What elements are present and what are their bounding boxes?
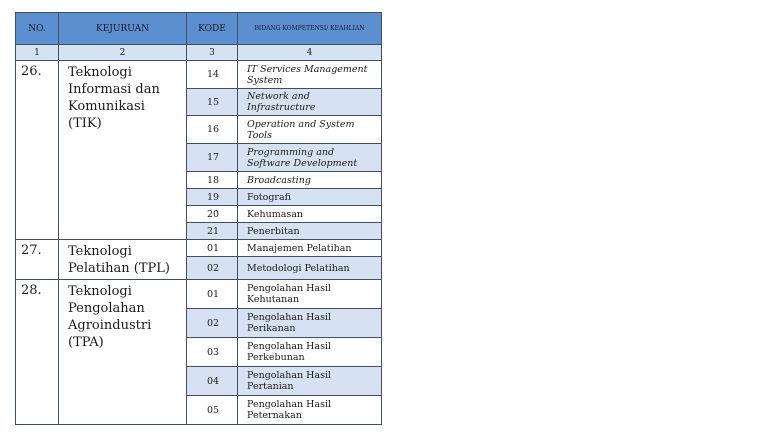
kode-cell: 18	[187, 172, 238, 189]
kode-cell: 02	[187, 309, 238, 338]
bidang-cell: Fotografi	[238, 189, 382, 206]
column-number-1: 1	[16, 45, 59, 61]
bidang-cell: Kehumasan	[238, 206, 382, 223]
header-no: NO.	[16, 13, 59, 45]
kode-cell: 05	[187, 396, 238, 425]
row-number: 28.	[16, 280, 59, 425]
kode-cell: 04	[187, 367, 238, 396]
kode-cell: 17	[187, 144, 238, 172]
kejuruan-table	[15, 12, 382, 425]
table-row	[16, 280, 382, 309]
column-number-row	[16, 45, 382, 61]
table-body	[16, 61, 382, 425]
row-number: 27.	[16, 240, 59, 280]
bidang-cell: Manajemen Pelatihan	[238, 240, 382, 257]
kejuruan-name: Teknologi Pengolahan Agroindustri (TPA)	[59, 280, 187, 425]
bidang-cell: IT Services Management System	[238, 61, 382, 89]
bidang-cell: Metodologi Pelatihan	[238, 257, 382, 280]
kode-cell: 01	[187, 280, 238, 309]
bidang-cell: Pengolahan Hasil Pertanian	[238, 367, 382, 396]
header-kode: KODE	[187, 13, 238, 45]
bidang-cell: Penerbitan	[238, 223, 382, 240]
table-row	[16, 61, 382, 89]
column-number-2: 2	[59, 45, 187, 61]
row-number: 26.	[16, 61, 59, 240]
kode-cell: 14	[187, 61, 238, 89]
column-number-4: 4	[238, 45, 382, 61]
kode-cell: 16	[187, 116, 238, 144]
bidang-cell: Pengolahan Hasil Kehutanan	[238, 280, 382, 309]
kejuruan-name: Teknologi Informasi dan Komunikasi (TIK)	[59, 61, 187, 240]
kode-cell: 02	[187, 257, 238, 280]
bidang-cell: Pengolahan Hasil Peternakan	[238, 396, 382, 425]
kejuruan-name: Teknologi Pelatihan (TPL)	[59, 240, 187, 280]
bidang-cell: Network and Infrastructure	[238, 89, 382, 116]
bidang-cell: Operation and System Tools	[238, 116, 382, 144]
kode-cell: 21	[187, 223, 238, 240]
header-row	[16, 13, 382, 45]
kode-cell: 20	[187, 206, 238, 223]
column-number-3: 3	[187, 45, 238, 61]
header-bidang: BIDANG KOMPETENSI/ KEAHLIAN	[238, 13, 382, 45]
kode-cell: 03	[187, 338, 238, 367]
kode-cell: 19	[187, 189, 238, 206]
table-row	[16, 240, 382, 257]
bidang-cell: Broadcasting	[238, 172, 382, 189]
bidang-cell: Pengolahan Hasil Perkebunan	[238, 338, 382, 367]
header-kejuruan: KEJURUAN	[59, 13, 187, 45]
kode-cell: 15	[187, 89, 238, 116]
bidang-cell: Pengolahan Hasil Perikanan	[238, 309, 382, 338]
bidang-cell: Programming and Software Development	[238, 144, 382, 172]
kode-cell: 01	[187, 240, 238, 257]
